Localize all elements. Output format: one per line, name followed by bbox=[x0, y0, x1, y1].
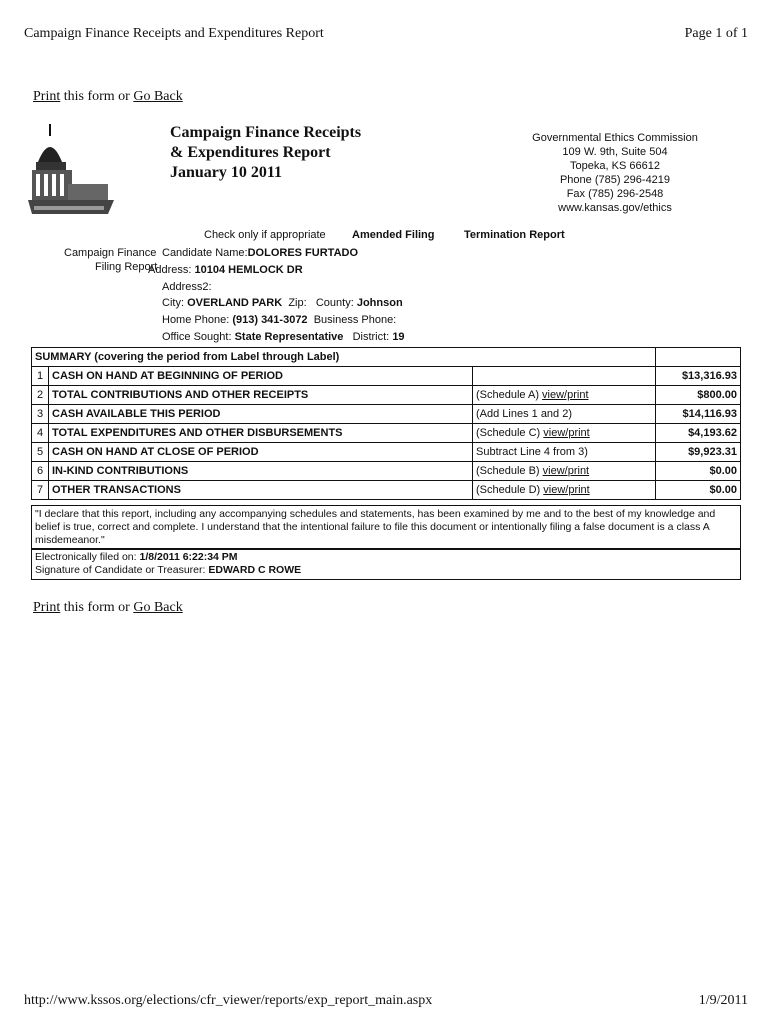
address-label: Address: bbox=[148, 264, 192, 276]
page-header-title: Campaign Finance Receipts and Expenditures Report bbox=[24, 26, 324, 41]
commission-fax: Fax (785) 296-2548 bbox=[566, 188, 664, 200]
report-title-block bbox=[170, 123, 361, 183]
report-title-line2: & Expenditures Report bbox=[170, 144, 331, 161]
phone-row bbox=[162, 314, 396, 326]
summary-heading-row bbox=[32, 348, 741, 367]
footer-date: 1/9/2011 bbox=[698, 993, 748, 1008]
row-label: TOTAL EXPENDITURES AND OTHER DISBURSEMENTS bbox=[49, 424, 473, 443]
efiled-value: 1/8/2011 6:22:34 PM bbox=[139, 551, 238, 563]
table-row: 1 CASH ON HAND AT BEGINNING OF PERIOD $13,316.93 bbox=[32, 367, 741, 386]
signature-label: Signature of Candidate or Treasurer: bbox=[35, 564, 206, 576]
commission-website: www.kansas.gov/ethics bbox=[558, 202, 672, 214]
commission-phone: Phone (785) 296-4219 bbox=[559, 174, 671, 186]
table-row: 3 CASH AVAILABLE THIS PERIOD (Add Lines 1 and 2) $14,116.93 bbox=[32, 405, 741, 424]
district-label: District: bbox=[352, 331, 390, 343]
row-amount: $0.00 bbox=[656, 481, 741, 500]
table-row: 4 TOTAL EXPENDITURES AND OTHER DISBURSEMENTS (Schedule C) view/print $4,193.62 bbox=[32, 424, 741, 443]
row-amount: $0.00 bbox=[656, 462, 741, 481]
candidate-name: DOLORES FURTADO bbox=[247, 247, 359, 259]
address-row bbox=[148, 264, 303, 276]
termination-report-option: Termination Report bbox=[464, 229, 565, 241]
office-row bbox=[162, 331, 405, 343]
county-value: Johnson bbox=[356, 297, 403, 309]
address-value: 10104 HEMLOCK DR bbox=[194, 264, 303, 276]
city-row bbox=[162, 297, 403, 309]
table-row: 2 TOTAL CONTRIBUTIONS AND OTHER RECEIPTS (Schedule A) view/print $800.00 bbox=[32, 386, 741, 405]
address2-label: Address2: bbox=[162, 281, 212, 293]
print-link-bottom[interactable]: Print bbox=[33, 600, 61, 615]
candidate-name-row bbox=[162, 247, 358, 259]
row-amount: $4,193.62 bbox=[656, 424, 741, 443]
side-label-campaign-finance: Campaign Finance bbox=[64, 247, 157, 259]
table-row: 6 IN-KIND CONTRIBUTIONS (Schedule B) view/print $0.00 bbox=[32, 462, 741, 481]
row-reference bbox=[473, 367, 656, 386]
candidate-name-label: Candidate Name: bbox=[162, 247, 248, 259]
home-phone-label: Home Phone: bbox=[162, 314, 230, 326]
office-label: Office Sought: bbox=[162, 331, 232, 343]
county-label: County: bbox=[315, 297, 354, 309]
row-amount: $14,116.93 bbox=[656, 405, 741, 424]
row-reference: (Add Lines 1 and 2) bbox=[473, 405, 656, 424]
schedule-c-view-print-link[interactable]: view/print bbox=[543, 427, 590, 439]
nav-text-bottom: this form or bbox=[60, 600, 134, 615]
table-row: 7 OTHER TRANSACTIONS (Schedule D) view/print $0.00 bbox=[32, 481, 741, 500]
report-title-line1: Campaign Finance Receipts bbox=[170, 124, 362, 141]
district-value: 19 bbox=[392, 331, 405, 343]
bottom-nav bbox=[33, 600, 183, 616]
city-label: City: bbox=[162, 297, 184, 309]
side-label-filing-report: Filing Report bbox=[95, 261, 158, 273]
nav-text: this form or bbox=[60, 89, 134, 104]
row-reference: Subtract Line 4 from 3) bbox=[473, 443, 656, 462]
row-amount: $13,316.93 bbox=[656, 367, 741, 386]
amended-filing-option: Amended Filing bbox=[352, 229, 435, 241]
footer-url: http://www.kssos.org/elections/cfr_viewer/reports/exp_report_main.aspx bbox=[24, 993, 433, 1008]
commission-city: Topeka, KS 66612 bbox=[570, 160, 660, 172]
capitol-logo-image bbox=[28, 122, 114, 218]
report-date: January 10 2011 bbox=[170, 164, 283, 181]
print-link[interactable]: Print bbox=[33, 89, 61, 104]
signature-value: EDWARD C ROWE bbox=[208, 564, 302, 576]
row-label: CASH AVAILABLE THIS PERIOD bbox=[49, 405, 473, 424]
row-label: OTHER TRANSACTIONS bbox=[49, 481, 473, 500]
efiled-label: Electronically filed on: bbox=[35, 551, 137, 563]
row-label: TOTAL CONTRIBUTIONS AND OTHER RECEIPTS bbox=[49, 386, 473, 405]
summary-table bbox=[31, 347, 741, 500]
row-label: CASH ON HAND AT BEGINNING OF PERIOD bbox=[49, 367, 473, 386]
row-reference: (Schedule C) view/print bbox=[473, 424, 656, 443]
business-phone-label: Business Phone: bbox=[313, 314, 397, 326]
go-back-link-bottom[interactable]: Go Back bbox=[133, 600, 183, 615]
schedule-b-view-print-link[interactable]: view/print bbox=[542, 465, 590, 477]
schedule-d-view-print-link[interactable]: view/print bbox=[543, 484, 590, 496]
commission-name: Governmental Ethics Commission bbox=[532, 132, 698, 144]
row-reference: (Schedule A) view/print bbox=[473, 386, 656, 405]
top-nav bbox=[33, 89, 183, 105]
home-phone-value: (913) 341-3072 bbox=[232, 314, 308, 326]
address2-row bbox=[162, 281, 212, 293]
city-value: OVERLAND PARK bbox=[187, 297, 283, 309]
page-number: Page 1 of 1 bbox=[684, 26, 748, 41]
check-instruction: Check only if appropriate bbox=[204, 229, 326, 241]
row-reference: (Schedule B) view/print bbox=[473, 462, 656, 481]
go-back-link[interactable]: Go Back bbox=[133, 89, 183, 104]
declaration-statement: "I declare that this report, including any accompanying schedules and statements, has been examined by me and to the best of my knowledge and belief is true, correct and complete. I understand that the intentional failure to file this document or intentionally filing a false document is a class A misdemeanor." bbox=[31, 505, 741, 550]
row-amount: $800.00 bbox=[656, 386, 741, 405]
zip-label: Zip: bbox=[288, 297, 307, 309]
row-label: IN-KIND CONTRIBUTIONS bbox=[49, 462, 473, 481]
office-value: State Representative bbox=[234, 331, 344, 343]
commission-address bbox=[520, 131, 710, 215]
table-row: 5 CASH ON HAND AT CLOSE OF PERIOD Subtract Line 4 from 3) $9,923.31 bbox=[32, 443, 741, 462]
electronic-filing-box bbox=[31, 548, 741, 580]
schedule-a-view-print-link[interactable]: view/print bbox=[542, 389, 589, 401]
row-reference: (Schedule D) view/print bbox=[473, 481, 656, 500]
commission-street: 109 W. 9th, Suite 504 bbox=[562, 146, 668, 158]
summary-heading: SUMMARY (covering the period from Label through Label) bbox=[32, 348, 473, 367]
row-amount: $9,923.31 bbox=[656, 443, 741, 462]
row-label: CASH ON HAND AT CLOSE OF PERIOD bbox=[49, 443, 473, 462]
